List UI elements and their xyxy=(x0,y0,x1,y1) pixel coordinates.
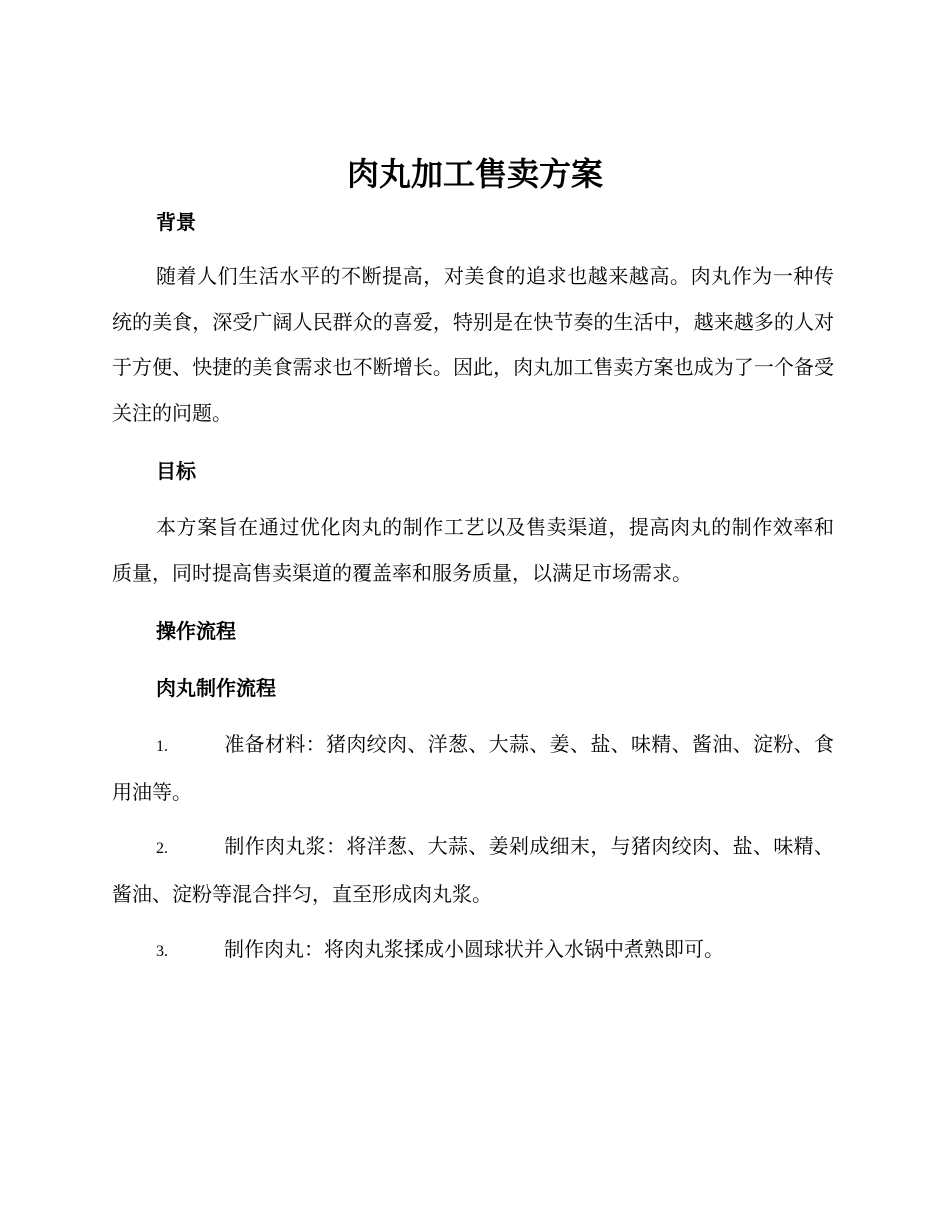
step-text: 制作肉丸浆：将洋葱、大蒜、姜剁成细末，与猪肉绞肉、盐、味精、酱油、淀粉等混合拌匀，直至形成肉丸浆。 xyxy=(112,834,834,906)
section-heading-operation: 操作流程 xyxy=(156,619,236,643)
document-title: 肉丸加工售卖方案 xyxy=(346,155,603,193)
process-step-3 xyxy=(112,927,834,975)
step-number: 1. xyxy=(156,738,168,755)
background-paragraph: 随着人们生活水平的不断提高，对美食的追求也越来越高。肉丸作为一种传统的美食，深受广阔人民群众的喜爱，特别是在快节奏的生活中，越来越多的人对于方便、快捷的美食需求也不断增长。因此，肉丸加工售卖方案也成为了一个备受关注的问题。 xyxy=(112,264,834,425)
goal-paragraph: 本方案旨在通过优化肉丸的制作工艺以及售卖渠道，提高肉丸的制作效率和质量，同时提高售卖渠道的覆盖率和服务质量，以满足市场需求。 xyxy=(112,515,834,585)
section-heading-meatball-process: 肉丸制作流程 xyxy=(156,676,276,700)
section-heading-background: 背景 xyxy=(156,210,196,234)
process-step-1 xyxy=(112,722,834,815)
step-number: 2. xyxy=(156,840,168,857)
step-number: 3. xyxy=(156,943,168,960)
section-heading-goal: 目标 xyxy=(156,459,196,483)
step-text: 准备材料：猪肉绞肉、洋葱、大蒜、姜、盐、味精、酱油、淀粉、食用油等。 xyxy=(112,732,834,804)
process-step-2 xyxy=(112,824,834,917)
step-text: 制作肉丸：将肉丸浆揉成小圆球状并入水锅中煮熟即可。 xyxy=(224,937,724,961)
